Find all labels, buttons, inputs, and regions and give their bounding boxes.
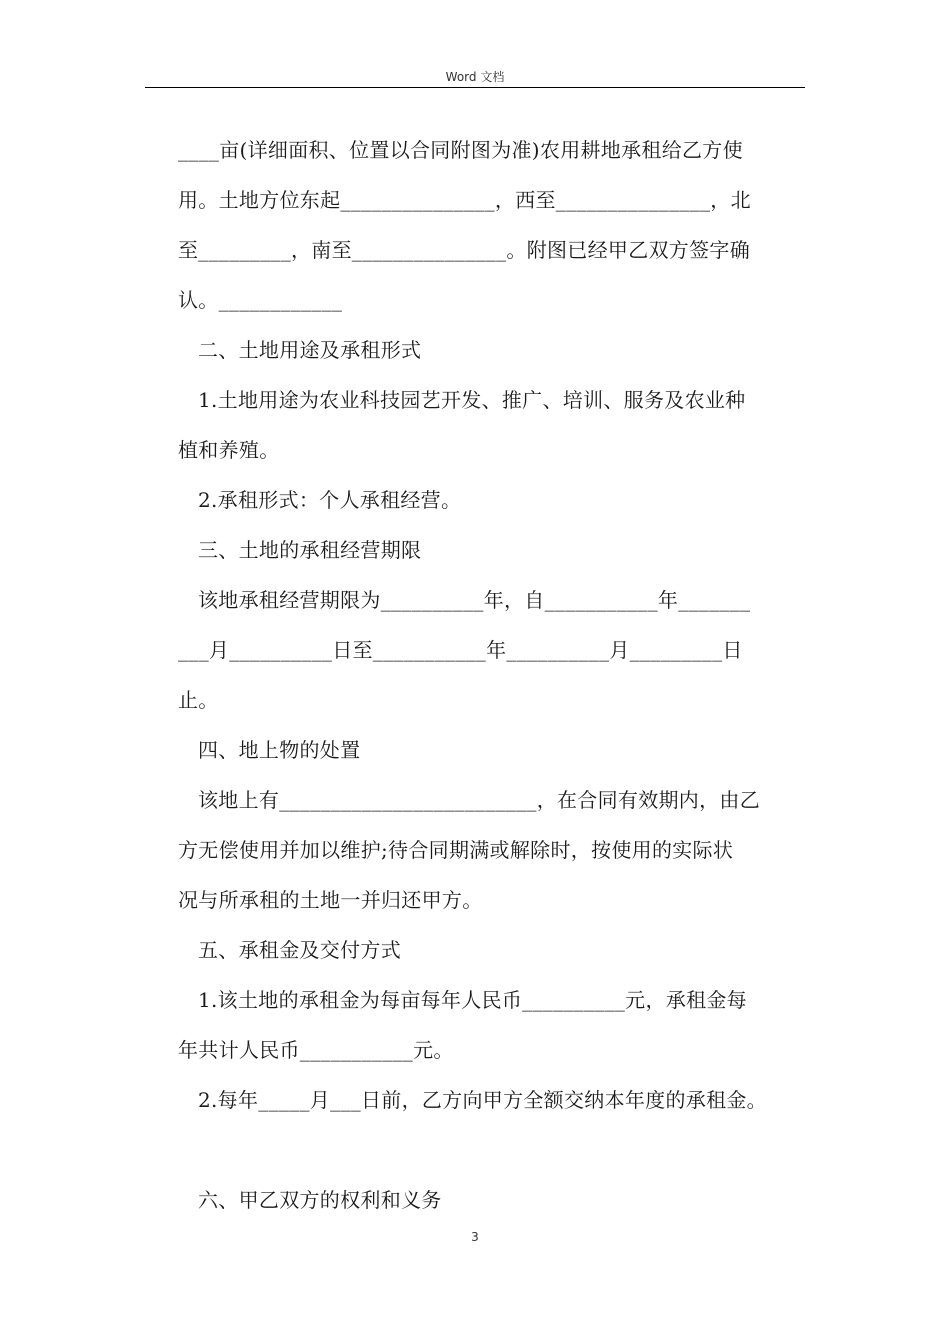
paragraph-line: 方无偿使用并加以维护;待合同期满或解除时，按使用的实际状: [178, 838, 734, 862]
paragraph-line: 该地上有_________________________，在合同有效期内，由乙: [198, 788, 760, 812]
paragraph-line: 况与所承租的土地一并归还甲方。: [178, 888, 483, 912]
page-number: 3: [471, 1230, 479, 1244]
paragraph-line: 止。: [178, 688, 219, 712]
blank-line: [178, 1130, 810, 1180]
section-heading: 三、土地的承租经营期限: [198, 538, 422, 562]
paragraph-line: ___月__________日至___________年__________月_________日: [178, 638, 743, 662]
paragraph-line: 1.该土地的承租金为每亩每年人民币__________元，承租金每: [198, 988, 747, 1012]
section-heading: 六、甲乙双方的权利和义务: [198, 1188, 442, 1212]
paragraph-line: 2.每年_____月___日前，乙方向甲方全额交纳本年度的承租金。: [198, 1088, 767, 1112]
page-header: Word 文档: [445, 70, 505, 84]
paragraph-line: ____亩(详细面积、位置以合同附图为准)农用耕地承租给乙方使: [178, 138, 743, 162]
document-body: [178, 130, 810, 1230]
paragraph-line: 2.承租形式：个人承租经营。: [198, 488, 462, 512]
paragraph-line: 至_________，南至_______________。附图已经甲乙双方签字确: [178, 238, 750, 262]
paragraph-line: 认。____________: [178, 288, 343, 312]
header-divider: [145, 87, 805, 88]
paragraph-line: 年共计人民币___________元。: [178, 1038, 454, 1062]
section-heading: 四、地上物的处置: [198, 738, 361, 762]
section-heading: 五、承租金及交付方式: [198, 938, 401, 962]
paragraph-line: 该地承租经营期限为__________年，自___________年_______: [198, 588, 751, 612]
paragraph-line: 1.土地用途为农业科技园艺开发、推广、培训、服务及农业种: [198, 388, 746, 412]
section-heading: 二、土地用途及承租形式: [198, 338, 422, 362]
paragraph-line: 用。土地方位东起_______________，西至_______________，北: [178, 188, 751, 212]
paragraph-line: 植和养殖。: [178, 438, 280, 462]
